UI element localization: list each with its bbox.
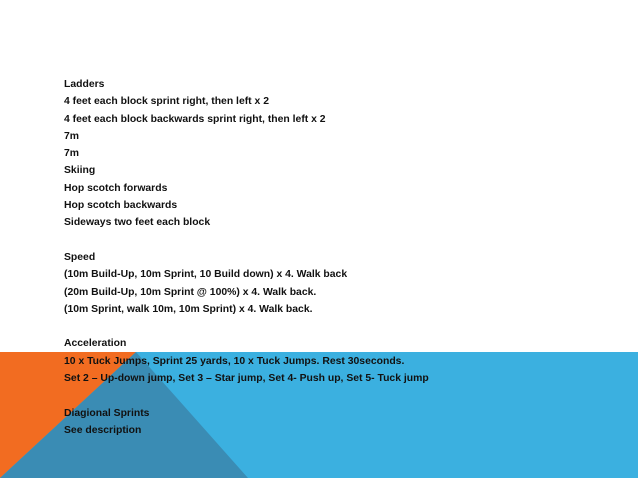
spacer <box>64 387 624 404</box>
list-item: 7m <box>64 130 80 142</box>
spacer <box>64 232 624 249</box>
list-item: Sideways two feet each block <box>64 217 211 229</box>
list-item: (10m Build-Up, 10m Sprint, 10 Build down) x 4. Walk back <box>64 269 348 281</box>
list-item: Hop scotch forwards <box>64 182 168 194</box>
section-speed <box>64 249 624 318</box>
list-item: 10 x Tuck Jumps, Sprint 25 yards, 10 x Tuck Jumps. Rest 30seconds. <box>64 355 405 367</box>
section-acceleration <box>64 335 624 387</box>
list-item: Hop scotch backwards <box>64 200 178 212</box>
list-item: (10m Sprint, walk 10m, 10m Sprint) x 4. Walk back. <box>64 303 313 315</box>
list-item: 4 feet each block sprint right, then left x 2 <box>64 96 269 108</box>
list-item: See description <box>64 424 142 436</box>
list-item: 7m <box>64 148 80 160</box>
section-heading: Speed <box>64 251 96 263</box>
section-diagonal-sprints <box>64 405 624 440</box>
section-heading: Acceleration <box>64 338 127 350</box>
section-heading: Diagional Sprints <box>64 407 150 419</box>
section-ladders <box>64 76 624 232</box>
list-item: 4 feet each block backwards sprint right, then left x 2 <box>64 113 326 125</box>
list-item: Skiing <box>64 165 96 177</box>
list-item: (20m Build-Up, 10m Sprint @ 100%) x 4. Walk back. <box>64 286 317 298</box>
section-heading: Ladders <box>64 79 105 90</box>
list-item: Set 2 – Up-down jump, Set 3 – Star jump, Set 4- Push up, Set 5- Tuck jump <box>64 373 429 385</box>
slide-content <box>64 76 624 439</box>
spacer <box>64 318 624 335</box>
